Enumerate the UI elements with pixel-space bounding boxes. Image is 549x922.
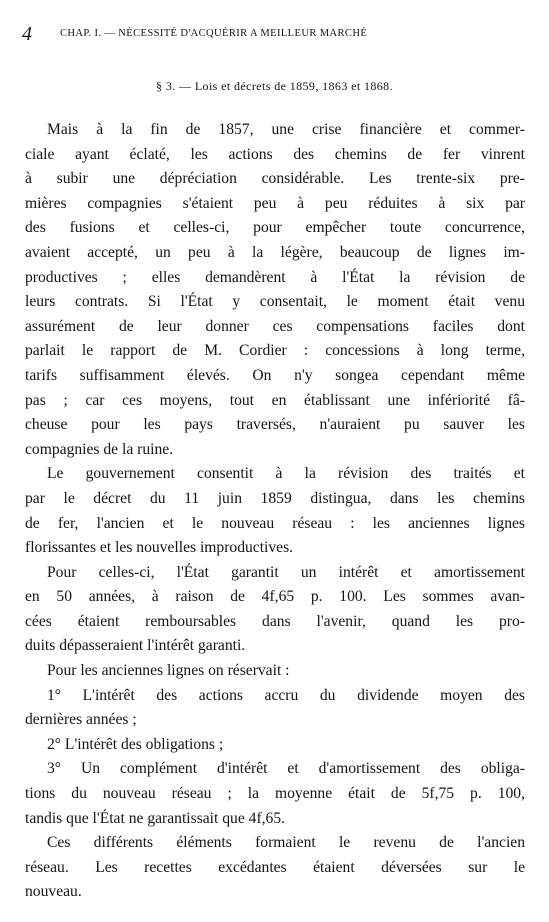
text-line: de fer, l'ancien et le nouveau réseau : les anciennes lignes [25,514,525,532]
text-line: assurément de leur donner ces compensations faciles dont [25,317,525,335]
text-line: tions du nouveau réseau ; la moyenne était de 5f,75 p. 100, [25,785,525,803]
text-line: Pour les anciennes lignes on réservait : [47,662,290,680]
running-title: CHAP. I. — NÉCESSITÉ D'ACQUÉRIR A MEILLEUR MARCHÉ [60,28,368,39]
text-line: Le gouvernement consentit à la révision des traités et [47,465,525,483]
text-line: productives ; elles demandèrent à l'État la révision de [25,268,525,286]
text-line: compagnies de la ruine. [25,440,174,458]
text-line: cheuse pour les pays traversés, n'auraient pu sauver les [25,416,525,434]
text-line: 2° L'intérêt des obligations ; [47,735,224,753]
text-line: par le décret du 11 juin 1859 distingua, dans les chemins [25,489,525,507]
text-line: avaient accepté, un peu à la légère, beaucoup de lignes im- [25,243,525,261]
text-line: pas ; car ces moyens, tout en établissant une infériorité fâ- [25,391,525,409]
text-line: réseau. Les recettes excédantes étaient déversées sur le [25,858,525,876]
text-line: nouveau. [25,883,82,901]
text-line: tarifs suffisamment élevés. On n'y songea cependant même [25,366,525,384]
text-line: 1° L'intérêt des actions accru du dividende moyen des [47,686,525,704]
section-heading [0,78,549,94]
text-line: en 50 années, à raison de 4f,65 p. 100. Les sommes avan- [25,588,525,606]
text-line: Mais à la fin de 1857, une crise financière et commer- [47,121,525,138]
text-line: ciale ayant éclaté, les actions des chemins de fer vinrent [25,145,525,163]
text-line: des fusions et celles-ci, pour empêcher toute concurrence, [25,219,525,237]
text-line: cées étaient remboursables dans l'avenir, quand les pro- [25,612,525,630]
text-line: florissantes et les nouvelles improductives. [25,539,294,557]
text-line: à subir une dépréciation considérable. Les trente-six pre- [25,170,525,188]
text-line: duits dépasseraient l'intérêt garanti. [25,637,246,655]
text-line: mières compagnies s'étaient peu à peu réduites à six par [25,194,525,212]
text-line: tandis que l'État ne garantissait que 4f,65. [25,809,286,827]
text-line: leurs contrats. Si l'État y consentait, le moment était venu [25,293,525,311]
text-line: Pour celles-ci, l'État garantit un intérêt et amortissement [47,563,525,581]
running-head [22,22,527,46]
page-number: 4 [22,23,32,45]
text-line: dernières années ; [25,711,137,729]
section-heading-text: § 3. — Lois et décrets de 1859, 1863 et 1868. [156,79,393,93]
text-line: 3° Un complément d'intérêt et d'amortissement des obliga- [47,760,525,778]
text-line: Ces différents éléments formaient le revenu de l'ancien [47,834,525,852]
text-line: parlait le rapport de M. Cordier : concessions à long terme, [25,342,525,360]
body-text [25,118,525,905]
